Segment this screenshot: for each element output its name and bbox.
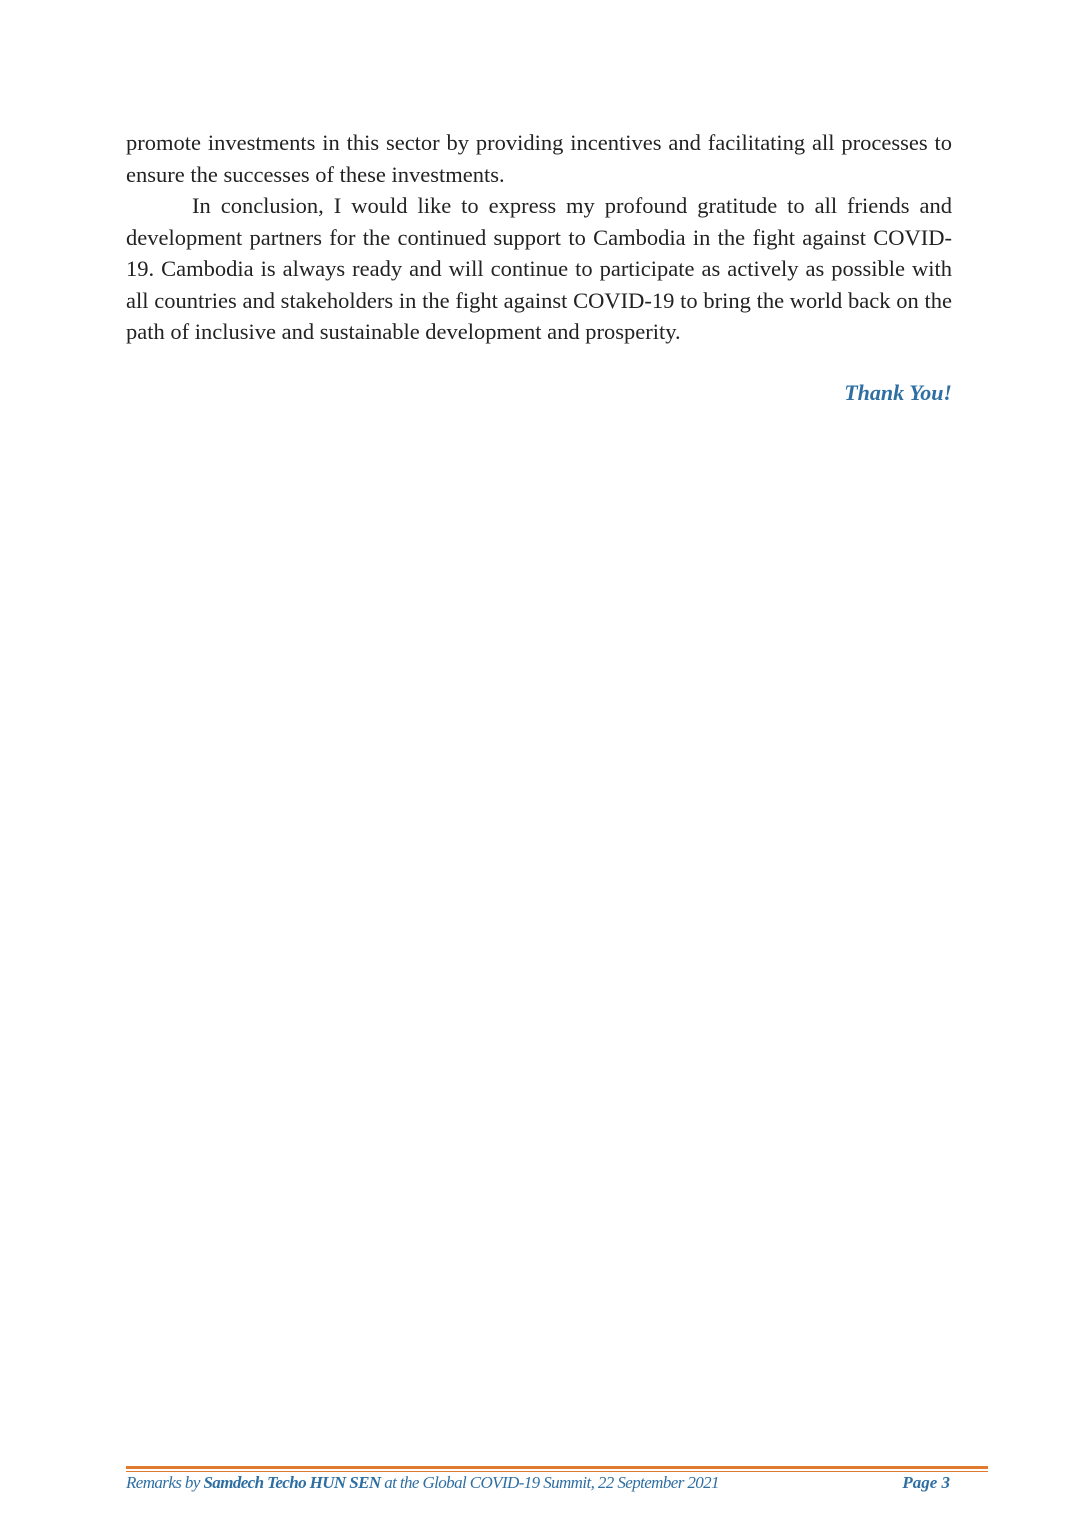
paragraph-continuation: promote investments in this sector by providing incentives and facilitating all processes to ensure the successes of these investments.: [126, 130, 952, 187]
footer-suffix: at the Global COVID-19 Summit, 22 September 2021: [384, 1473, 719, 1492]
page-number: Page 3: [902, 1473, 950, 1492]
footer-prefix: Remarks by: [126, 1473, 200, 1492]
footer-speaker: Samdech Techo HUN SEN: [203, 1473, 381, 1492]
footer-rule-thin: [126, 1471, 988, 1472]
footer-rule: [126, 1466, 988, 1469]
body-text: [126, 127, 952, 348]
closing-thank-you: Thank You!: [844, 380, 952, 405]
footer-title: [126, 1473, 719, 1493]
paragraph-conclusion: In conclusion, I would like to express my profound gratitude to all friends and development partners for the continued support to Cambodia in the fight against COVID-19. Cambodia is always ready and will continue to participate as actively as possible with all countries and stakeholders in the fight against COVID-19 to bring the world back on the path of inclusive and sustainable development and prosperity.: [126, 193, 952, 344]
